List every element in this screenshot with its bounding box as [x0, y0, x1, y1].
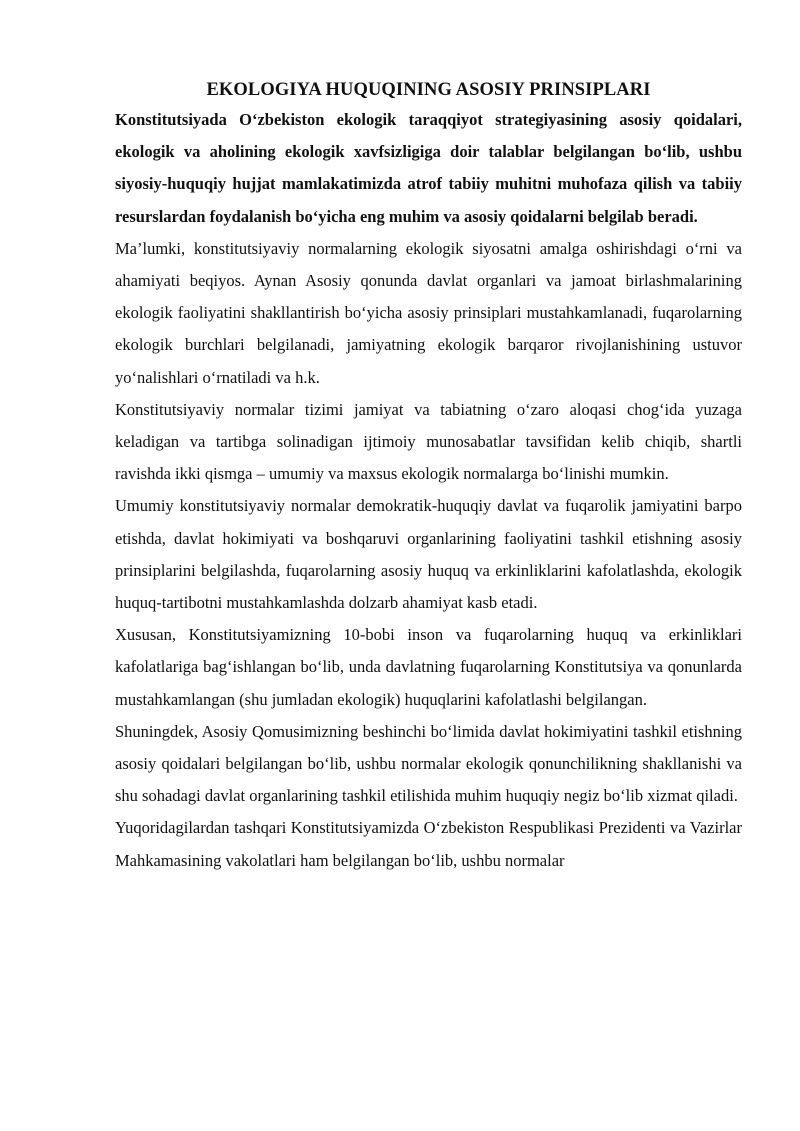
document-page	[115, 76, 742, 877]
paragraph-continued: Yuqoridagilardan tashqari Konstitutsiyamizda O‘zbekiston Respublikasi Prezidenti va Vazirlar Mahkamasining vakolatlari ham belgilangan bo‘lib, ushbu normalar	[115, 818, 742, 870]
paragraph: Xususan, Konstitutsiyamizning 10-bobi inson va fuqarolarning huquq va erkinliklari kafolatlariga bag‘ishlangan bo‘lib, unda davlatning fuqarolarning Konstitutsiya va qonunlarda mustahkamlangan (shu jumladan ekologik) huquqlarini kafolatlashi belgilangan.	[115, 625, 742, 709]
paragraph: Shuningdek, Asosiy Qomusimizning beshinchi bo‘limida davlat hokimiyatini tashkil etishning asosiy qoidalari belgilangan bo‘lib, ushbu normalar ekologik qonunchilikning shakllanishi va shu sohadagi davlat organlarining tashkil etilishida muhim huquqiy negiz bo‘lib xizmat qiladi.	[115, 721, 742, 806]
paragraph: Umumiy konstitutsiyaviy normalar demokratik-huquqiy davlat va fuqarolik jamiyatini barpo etishda, davlat hokimiyati va boshqaruvi organlarining faoliyatini tashkil etishning asosiy prinsiplarini belgilashda, fuqarolarning asosiy huquq va erkinliklarini kafolatlashda, ekologik huquq-tartibotni mustahkamlashda dolzarb ahamiyat kasb etadi.	[115, 496, 742, 613]
paragraph: Ma’lumki, konstitutsiyaviy normalarning ekologik siyosatni amalga oshirishdagi o‘rni va ahamiyati beqiyos. Aynan Asosiy qonunda davlat organlari va jamoat birlashmalarining ekologik faoliyatini shakllantirish bo‘yicha asosiy prinsiplari mustahkamlanadi, fuqarolarning ekologik burchlari belgilanadi, jamiyatning ekologik barqaror rivojlanishining ustuvor yo‘nalishlari o‘rnatiladi va h.k.	[115, 238, 742, 387]
paragraph: Konstitutsiyaviy normalar tizimi jamiyat va tabiatning o‘zaro aloqasi chog‘ida yuzaga keladigan va tartibga solinadigan ijtimoiy munosabatlar tavsifidan kelib chiqib, shartli ravishda ikki qismga – umumiy va maxsus ekologik normalarga bo‘linishi mumkin.	[115, 399, 742, 484]
document-title: EKOLOGIYA HUQUQINING ASOSIY PRINSIPLARI	[206, 80, 651, 100]
paragraph-intro: Konstitutsiyada O‘zbekiston ekologik taraqqiyot strategiyasining asosiy qoidalari, ekologik va aholining ekologik xavfsizligiga doir talablar belgilangan bo‘lib, ushbu siyosiy-huquqiy hujjat mamlakatimizda atrof tabiiy muhitni muhofaza qilish va tabiiy resurslardan foydalanish bo‘yicha eng muhim va asosiy qoidalarni belgilab beradi.	[115, 110, 742, 226]
